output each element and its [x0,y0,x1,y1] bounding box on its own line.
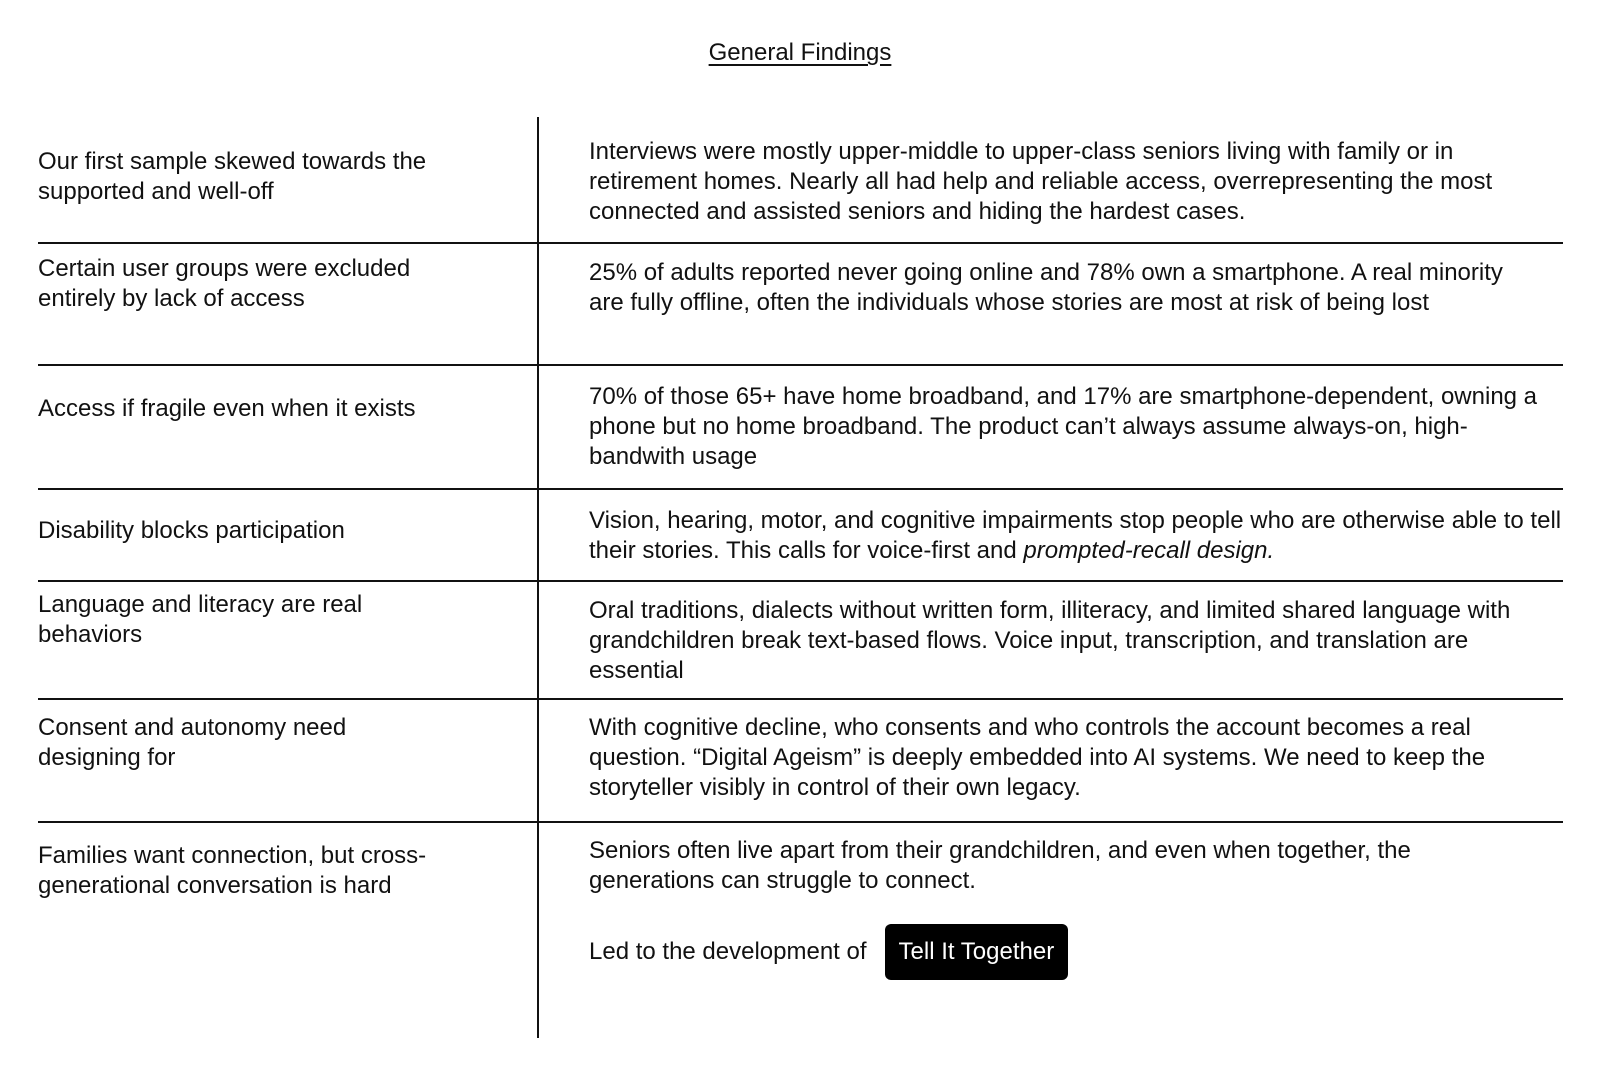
finding-description-emphasis: prompted-recall design. [1023,537,1275,564]
finding-label: Language and literacy are real behaviors [38,591,363,648]
row-divider [38,580,1563,582]
finding-description: 25% of adults reported never going online and 78% own a smartphone. A real minority are fully offline, often the individuals whose stories are most at risk of being lost [589,259,1503,316]
tell-it-together-button[interactable]: Tell It Together [885,924,1069,980]
row-divider [38,364,1563,366]
finding-label: Consent and autonomy need designing for [38,714,347,771]
finding-label: Our first sample skewed towards the supported and well-off [38,148,427,205]
row-divider [38,821,1563,823]
page-title-text: General Findings [708,39,892,66]
finding-label: Certain user groups were excluded entirely by lack of access [38,255,411,312]
finding-label: Disability blocks participation [38,517,345,544]
finding-description: Seniors often live apart from their grandchildren, and even when together, the generations can struggle to connect. [589,837,1411,894]
column-divider [537,117,539,1038]
row-divider [38,242,1563,244]
finding-description: Interviews were mostly upper-middle to upper-class seniors living with family or in retirement homes. Nearly all had help and reliable access, overrepresenting the most connected and assisted seniors and hiding the hardest cases. [589,138,1493,225]
cta-row [589,924,1068,980]
row-divider [38,488,1563,490]
row-divider [38,698,1563,700]
finding-description [589,506,1564,566]
finding-label: Access if fragile even when it exists [38,395,416,422]
page-title [0,38,1600,68]
finding-description: 70% of those 65+ have home broadband, and 17% are smartphone-dependent, owning a phone but no home broadband. The product can’t always assume always-on, high-bandwith usage [589,383,1538,470]
finding-description-text: Vision, hearing, motor, and cognitive impairments stop people who are otherwise able to tell their stories. This calls for voice-first and [589,507,1562,564]
finding-description: Oral traditions, dialects without written form, illiteracy, and limited shared language with grandchildren break text-based flows. Voice input, transcription, and translation are essential [589,597,1511,684]
finding-label: Families want connection, but cross-generational conversation is hard [38,842,427,899]
cta-lead-text: Led to the development of [589,938,867,965]
finding-description: With cognitive decline, who consents and who controls the account becomes a real question. “Digital Ageism” is deeply embedded into AI systems. We need to keep the storyteller visibly in control of their own legacy. [589,714,1486,801]
